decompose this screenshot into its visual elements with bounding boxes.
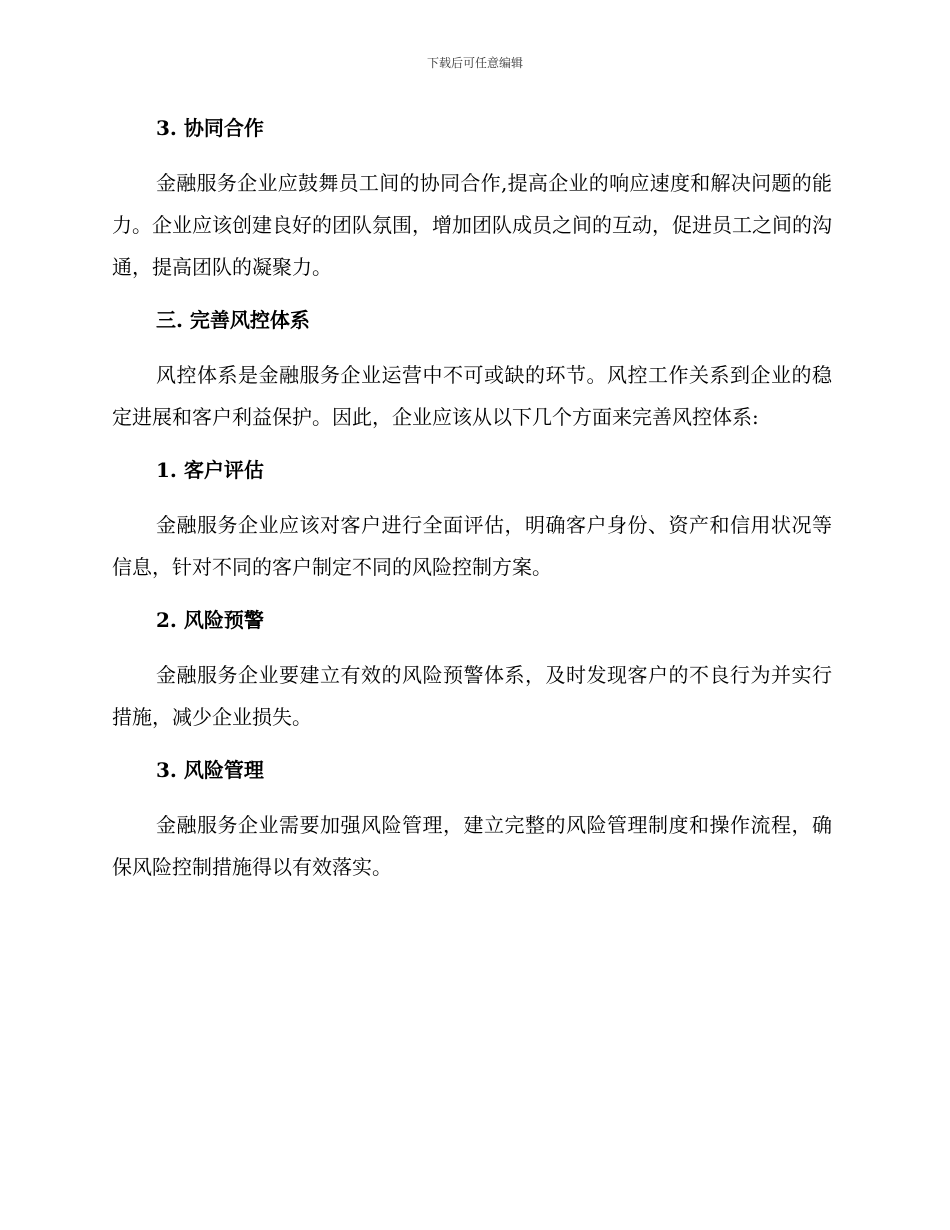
paragraph-collaboration: 金融服务企业应鼓舞员工间的协同合作,提高企业的响应速度和解决问题的能力。企业应该创建良好的团队氛围，增加团队成员之间的互动，促进员工之间的沟通，提高团队的凝聚力。 xyxy=(112,171,832,279)
paragraph-risk-control-system: 风控体系是金融服务企业运营中不可或缺的环节。风控工作关系到企业的稳定进展和客户利益保护。因此，企业应该从以下几个方面来完善风控体系: xyxy=(112,363,832,429)
page-header-note: 下载后可任意编辑 xyxy=(426,56,523,70)
paragraph-risk-management: 金融服务企业需要加强风险管理，建立完整的风险管理制度和操作流程，确保风险控制措施得以有效落实。 xyxy=(112,813,832,879)
section-heading-risk-warning: 2. 风险预警 xyxy=(156,608,264,632)
section-heading-risk-management: 3. 风险管理 xyxy=(156,758,264,782)
section-heading-risk-control-system: 三. 完善风控体系 xyxy=(156,308,310,332)
document-body xyxy=(112,110,832,888)
section-heading-collaboration: 3. 协同合作 xyxy=(156,116,264,140)
paragraph-risk-warning: 金融服务企业要建立有效的风险预警体系，及时发现客户的不良行为并实行措施，减少企业损失。 xyxy=(112,663,832,729)
paragraph-customer-assessment: 金融服务企业应该对客户进行全面评估，明确客户身份、资产和信用状况等信息，针对不同的客户制定不同的风险控制方案。 xyxy=(112,513,832,579)
section-heading-customer-assessment: 1. 客户评估 xyxy=(156,458,264,482)
